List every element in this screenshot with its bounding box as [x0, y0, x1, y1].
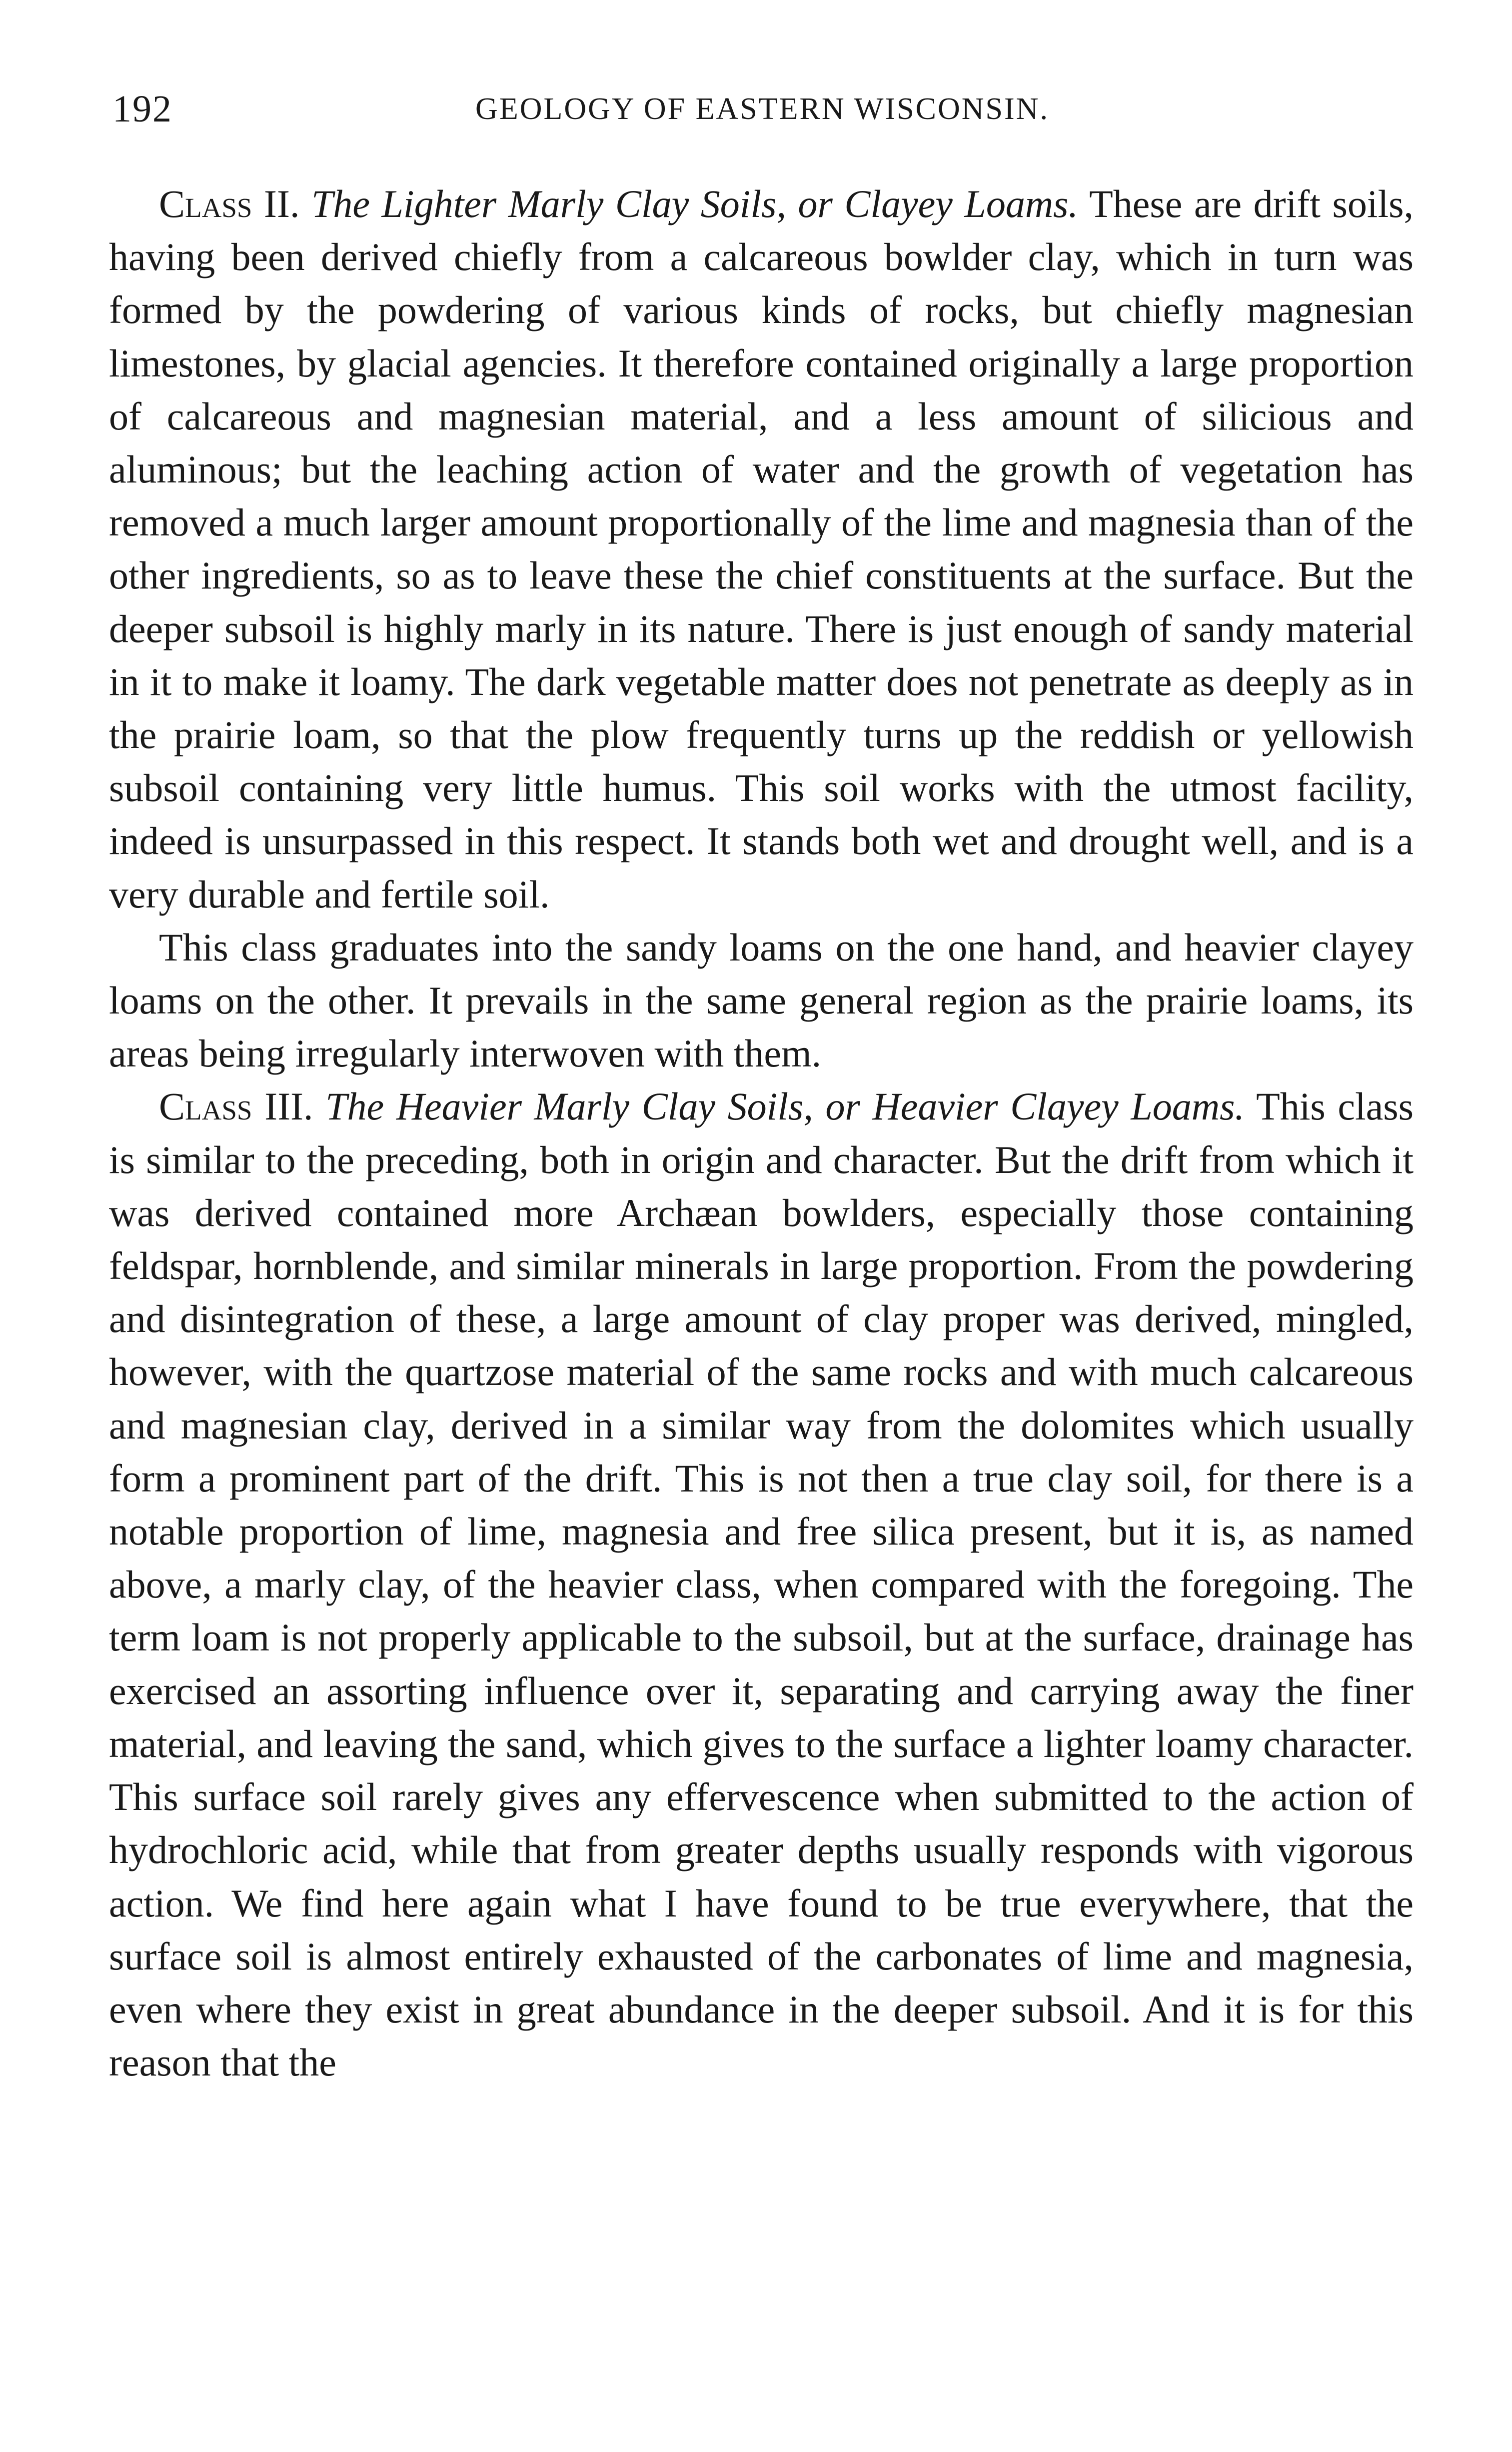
paragraph-class-ii — [109, 178, 1414, 921]
class-label: Class II. — [159, 182, 300, 226]
page-number: 192 — [112, 88, 172, 130]
running-head — [112, 88, 1412, 148]
class-title: The Heavier Marly Clay Soils, or Heavier Clayey Loams. — [325, 1084, 1245, 1128]
paragraph-text: This class is similar to the preceding, both in origin and character. But the drift from which it was derived contained more Archæan bowlders, especially those containing feldspar, hornblende, and similar minerals in large proportion. From the powdering and disintegration of these, a large amount of clay proper was derived, mingled, however, with the quartzose material of the same rocks and with much calcareous and magnesian clay, derived in a similar way from the dolomites which usually form a prominent part of the drift. This is not then a true clay soil, for there is a notable proportion of lime, magnesia and free silica present, but it is, as named above, a marly clay, of the heavier class, when compared with the foregoing. The term loam is not properly applicable to the subsoil, but at the surface, drainage has exercised an assorting influence over it, separating and carrying away the finer material, and leaving the sand, which gives to the surface a lighter loamy character. This surface soil rarely gives any effervescence when submitted to the action of hydrochloric acid, while that from greater depths usually responds with vigorous action. We find here again what I have found to be true everywhere, that the surface soil is almost entirely exhausted of the carbonates of lime and magnesia, even where they exist in great abundance in the deeper subsoil. And it is for this reason that the — [109, 1084, 1414, 2084]
paragraph-text: This class graduates into the sandy loams on the one hand, and heavier clayey loams on the other. It prevails in the same general region as the prairie loams, its areas being irregularly interwoven with them. — [109, 925, 1414, 1076]
class-label: Class III. — [159, 1084, 313, 1128]
body-text — [109, 178, 1414, 2089]
paragraph-class-iii — [109, 1080, 1414, 2089]
class-title: The Lighter Marly Clay Soils, or Clayey Loams. — [311, 182, 1079, 226]
paragraph-text: These are drift soils, having been derived chiefly from a calcareous bowlder clay, which in turn was formed by the powdering of various kinds of rocks, but chiefly magnesian limestones, by glacial agencies. It therefore contained originally a large proportion of calcareous and magnesian material, and a less amount of silicious and aluminous; but the leaching action of water and the growth of vegetation has removed a much larger amount proportionally of the lime and magnesia than of the other ingredients, so as to leave these the chief constituents at the surface. But the deeper subsoil is highly marly in its nature. There is just enough of sandy material in it to make it loamy. The dark vegetable matter does not penetrate as deeply as in the prairie loam, so that the plow frequently turns up the reddish or yellowish subsoil containing very little humus. This soil works with the utmost facility, indeed is unsurpassed in this respect. It stands both wet and drought well, and is a very durable and fertile soil. — [109, 182, 1414, 916]
running-title: GEOLOGY OF EASTERN WISCONSIN. — [475, 92, 1049, 126]
paragraph-graduates — [109, 921, 1414, 1080]
